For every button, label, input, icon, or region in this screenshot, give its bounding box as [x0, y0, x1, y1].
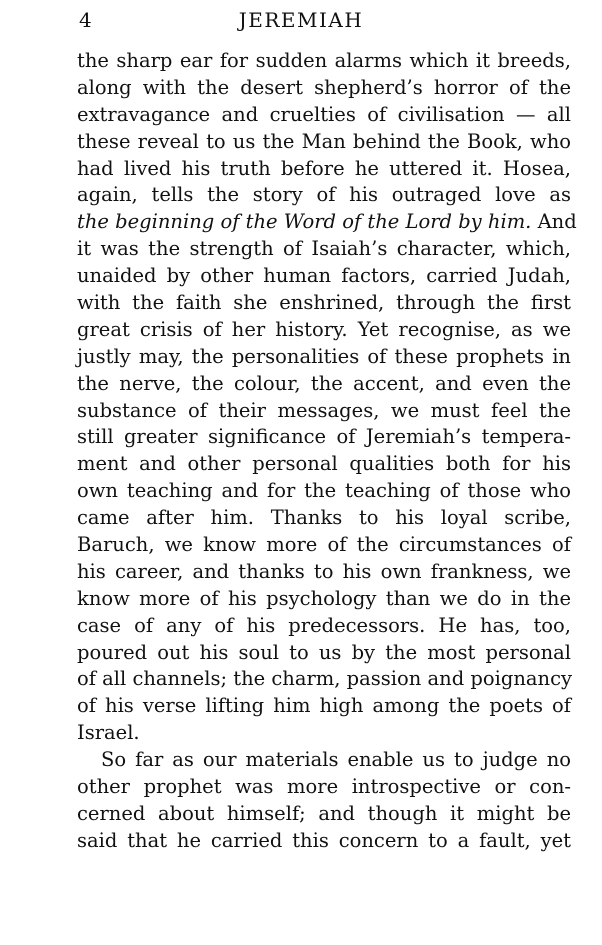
text-line: came after him. Thanks to his loyal scribe, — [77, 506, 571, 530]
text-line: of all channels; the charm, passion and poignancy — [77, 667, 573, 691]
text-line: justly may, the personalities of these prophets in — [77, 344, 571, 368]
text-line: the nerve, the colour, the accent, and even the — [77, 371, 571, 395]
text-line: extravagance and cruelties of civilisation — all — [77, 102, 571, 126]
page-number: 4 — [79, 8, 92, 32]
text-line: along with the desert shepherd’s horror of the — [77, 75, 571, 99]
text-fragment: And — [537, 210, 577, 234]
text-line: Baruch, we know more of the circumstances of — [77, 533, 571, 557]
paragraph — [77, 747, 571, 855]
text-line: these reveal to us the Man behind the Book, who — [77, 129, 571, 153]
text-line: had lived his truth before he uttered it. Hosea, — [77, 156, 571, 180]
text-line: of his verse lifting him high among the poets of — [77, 694, 571, 718]
text-line: own teaching and for the teaching of those who — [77, 479, 571, 503]
text-line-mixed — [77, 209, 577, 236]
text-line: said that he carried this concern to a fault, yet — [77, 828, 571, 852]
text-line: substance of their messages, we must feel the — [77, 398, 571, 422]
text-line: it was the strength of Isaiah’s character, which, — [77, 237, 571, 261]
text-line: know more of his psychology than we do in the — [77, 586, 571, 610]
text-line: other prophet was more introspective or con- — [77, 775, 571, 799]
text-line: with the faith she enshrined, through the first — [77, 291, 571, 315]
text-line: still greater significance of Jeremiah’s tempera- — [77, 425, 571, 449]
italic-quotation: the beginning of the Word of the Lord by him. — [77, 210, 532, 234]
text-line: case of any of his predecessors. He has, too, — [77, 613, 571, 637]
text-line: his career, and thanks to his own frankness, we — [77, 559, 571, 583]
text-line: ment and other personal qualities both for his — [77, 452, 571, 476]
paragraph — [77, 48, 577, 747]
text-line: unaided by other human factors, carried Judah, — [77, 264, 571, 288]
running-title: JEREMIAH — [238, 8, 364, 32]
text-line: cerned about himself; and though it might be — [77, 801, 571, 825]
text-line: again, tells the story of his outraged love as — [77, 183, 571, 207]
text-line: So far as our materials enable us to judge no — [101, 748, 571, 772]
text-line: Israel. — [77, 721, 140, 745]
text-line: great crisis of her history. Yet recognise, as we — [77, 317, 571, 341]
text-line: poured out his soul to us by the most personal — [77, 640, 571, 664]
text-line: the sharp ear for sudden alarms which it breeds, — [77, 49, 571, 72]
body-text — [77, 48, 577, 855]
